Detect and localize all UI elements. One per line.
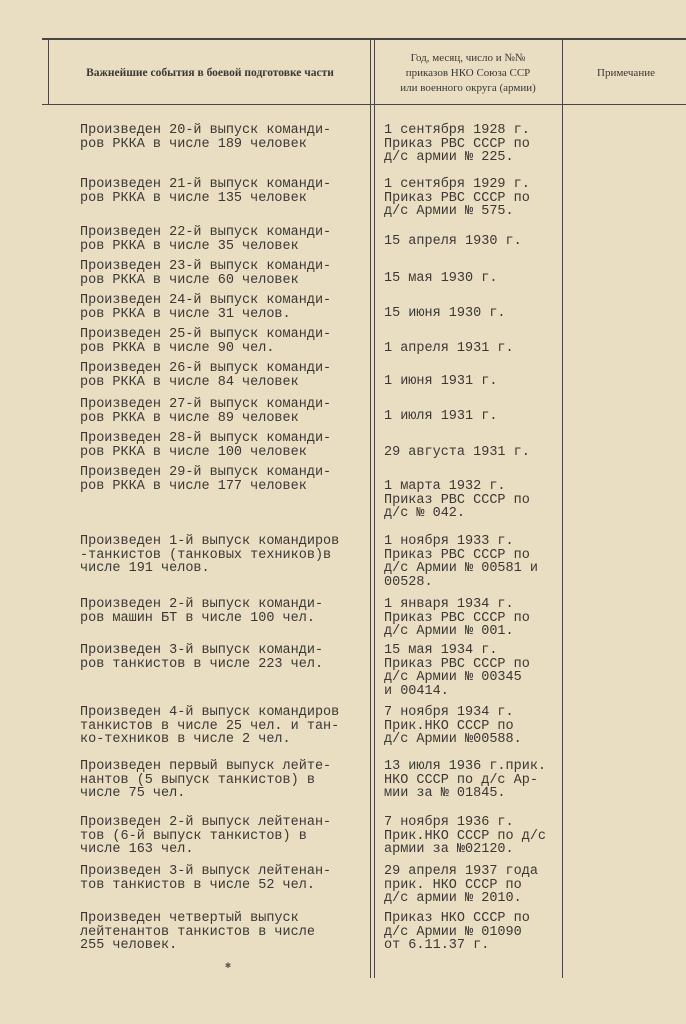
order-text: 7 ноября 1934 г. Прик.НКО СССР по д/с Армии №00588.: [384, 705, 522, 747]
order-text: 15 мая 1934 г. Приказ РВС СССР по д/с Армии № 00345 и 00414.: [384, 643, 530, 699]
event-text: Произведен 28-й выпуск команди- ров РККА в числе 100 человек: [80, 431, 332, 460]
order-text: 13 июля 1936 г.прик. НКО СССР по д/с Ар- мии за № 01845.: [384, 759, 547, 801]
header-bottom-rule: [42, 104, 686, 105]
order-text: 29 апреля 1937 года прик. НКО СССР по д/с армии № 2010.: [384, 864, 538, 906]
order-text: 1 января 1934 г. Приказ РВС СССР по д/с Армии № 001.: [384, 597, 530, 639]
column-divider-1: [370, 38, 371, 978]
order-text: 1 сентября 1929 г. Приказ РВС СССР по д/с Армии № 575.: [384, 177, 530, 219]
column-divider-1b: [374, 38, 375, 978]
event-text: Произведен 27-й выпуск команди- ров РККА в числе 89 человек: [80, 397, 332, 426]
header-notes: Примечание: [597, 67, 655, 79]
ink-mark: ✱: [225, 961, 232, 972]
event-text: Произведен 4-й выпуск командиров танкистов в числе 25 чел. и тан- ко-техников в числе 2 чел.: [80, 705, 340, 747]
event-text: Произведен 21-й выпуск команди- ров РККА в числе 135 человек: [80, 177, 332, 206]
event-text: Произведен первый выпуск лейте- нантов (5 выпуск танкистов) в числе 75 чел.: [80, 759, 332, 801]
order-text: 1 марта 1932 г. Приказ РВС СССР по д/с № 042.: [384, 479, 530, 521]
order-text: 15 мая 1930 г.: [384, 271, 498, 286]
header-orders: Год, месяц, число и №№ приказов НКО Союза ССР или военного округа (армии): [400, 51, 536, 94]
event-text: Произведен 2-й выпуск лейтенан- тов (6-й выпуск танкистов) в числе 163 чел.: [80, 815, 332, 857]
header-events: Важнейшие события в боевой подготовке части: [86, 67, 334, 79]
event-text: Произведен 1-й выпуск командиров -танкистов (танковых техников)в числе 191 челов.: [80, 534, 340, 576]
event-text: Произведен 20-й выпуск команди- ров РККА в числе 189 человек: [80, 123, 332, 152]
order-text: 1 июля 1931 г.: [384, 409, 498, 424]
order-text: 1 сентября 1928 г. Приказ РВС СССР по д/с армии № 225.: [384, 123, 530, 165]
event-text: Произведен 25-й выпуск команди- ров РККА в числе 90 чел.: [80, 327, 332, 356]
event-text: Произведен 3-й выпуск лейтенан- тов танкистов в числе 52 чел.: [80, 864, 332, 893]
event-text: Произведен 2-й выпуск команди- ров машин БТ в числе 100 чел.: [80, 597, 324, 626]
order-text: 29 августа 1931 г.: [384, 445, 530, 460]
order-text: 1 июня 1931 г.: [384, 374, 498, 389]
event-text: Произведен 24-й выпуск команди- ров РККА в числе 31 челов.: [80, 293, 332, 322]
order-text: Приказ НКО СССР по д/с Армии № 01090 от 6.11.37 г.: [384, 911, 530, 953]
event-text: Произведен 29-й выпуск команди- ров РККА в числе 177 человек: [80, 465, 332, 494]
order-text: 15 апреля 1930 г.: [384, 234, 522, 249]
table-top-rule: [42, 38, 686, 40]
event-text: Произведен 22-й выпуск команди- ров РККА в числе 35 человек: [80, 225, 332, 254]
order-text: 7 ноября 1936 г. Прик.НКО СССР по д/с армии за №02120.: [384, 815, 547, 857]
event-text: Произведен 23-й выпуск команди- ров РККА в числе 60 человек: [80, 259, 332, 288]
order-text: 15 июня 1930 г.: [384, 306, 506, 321]
event-text: Произведен четвертый выпуск лейтенантов танкистов в числе 255 человек.: [80, 911, 315, 953]
left-border: [48, 38, 49, 104]
event-text: Произведен 26-й выпуск команди- ров РККА в числе 84 человек: [80, 361, 332, 390]
event-text: Произведен 3-й выпуск команди- ров танкистов в числе 223 чел.: [80, 643, 324, 672]
order-text: 1 апреля 1931 г.: [384, 341, 514, 356]
order-text: 1 ноября 1933 г. Приказ РВС СССР по д/с Армии № 00581 и 00528.: [384, 534, 538, 590]
